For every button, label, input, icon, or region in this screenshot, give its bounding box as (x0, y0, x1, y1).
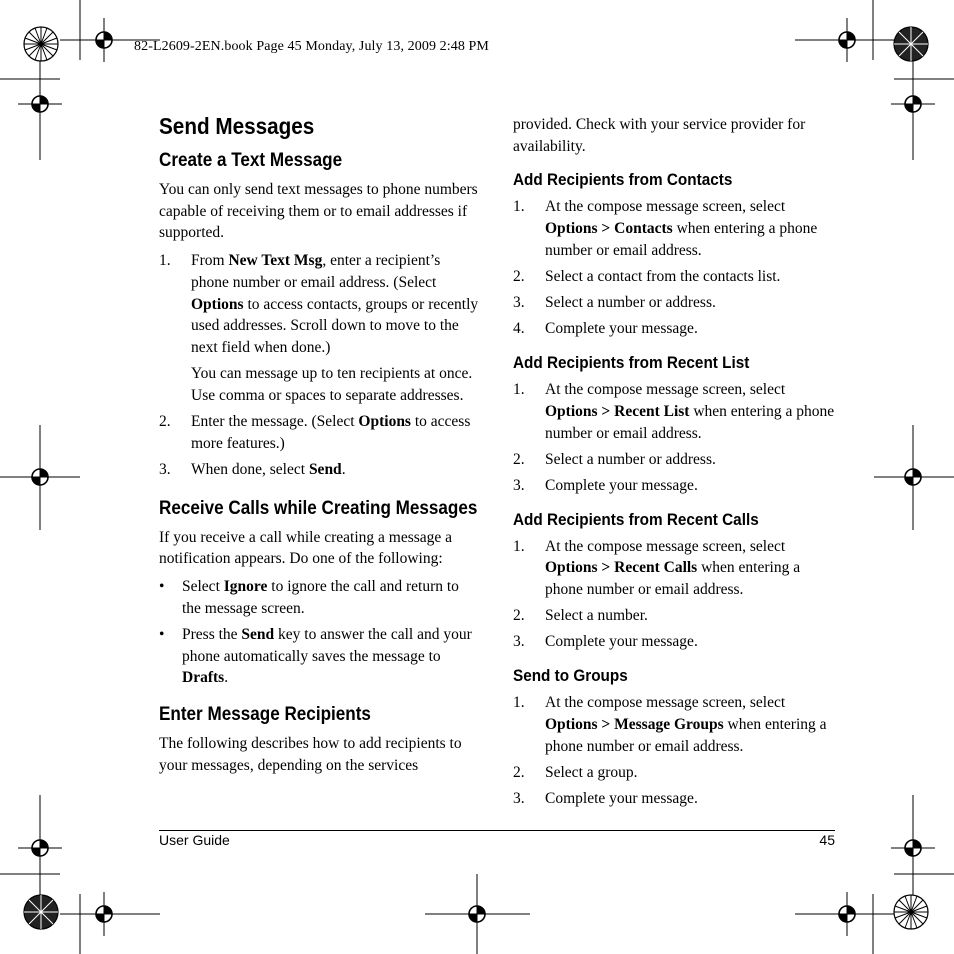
print-slug: 82-L2609-2EN.book Page 45 Monday, July 13, 2009 2:48 PM (134, 39, 489, 54)
list-item: 2. Enter the message. (Select Options to access more features.) (159, 413, 471, 452)
list-item: • Select Ignore to ignore the call and return to the message screen. (159, 578, 459, 617)
recipient-limit-note: You can message up to ten recipients at once. Use comma or spaces to separate addresses. (191, 365, 473, 404)
heading-enter-recipients: Enter Message Recipients (159, 704, 371, 726)
page-number: 45 (819, 832, 835, 848)
list-item: 2. Select a group. (513, 763, 638, 781)
list-item: 2. Select a number or address. (513, 450, 716, 468)
recent-calls-steps (513, 536, 835, 654)
footer-guide-name: User Guide (159, 832, 230, 848)
list-item: 3. Complete your message. (513, 633, 698, 651)
enter-intro: The following describes how to add recipients to your messages, depending on the services (159, 735, 462, 774)
list-item: 1. At the compose message screen, select Options > Contacts when entering a phone number or email address. (513, 198, 818, 259)
list-item: 1. At the compose message screen, select Options > Recent List when entering a phone number or email address. (513, 381, 835, 442)
list-item: 2. Select a number. (513, 607, 648, 625)
list-item: 1. At the compose message screen, select Options > Recent Calls when entering a phone number or email address. (513, 537, 801, 599)
right-column (513, 114, 835, 814)
page-title: Send Messages (159, 113, 315, 139)
list-item: 1. At the compose message screen, select Options > Message Groups when entering a phone number or email address. (513, 694, 827, 755)
list-item: • Press the Send key to answer the call and your phone automatically saves the message to Drafts. (159, 625, 472, 687)
list-item: 1. From New Text Msg, enter a recipient’s phone number or email address. (Select Options to access contacts, groups or recently used addresses. Scroll down to move to the next field when done.) (159, 252, 479, 356)
footer-rule (159, 830, 835, 831)
contacts-steps (513, 196, 835, 340)
create-steps (159, 250, 481, 481)
heading-add-from-contacts: Add Recipients from Contacts (513, 170, 733, 190)
list-item: 3. When done, select Send. (159, 460, 346, 478)
enter-intro-continued: provided. Check with your service provider for availability. (513, 116, 806, 155)
receive-intro: If you receive a call while creating a message a notification appears. Do one of the following: (159, 528, 453, 568)
heading-add-from-recent-calls: Add Recipients from Recent Calls (513, 509, 759, 529)
groups-steps (513, 692, 835, 810)
receive-options (159, 576, 481, 689)
list-item: 4. Complete your message. (513, 320, 698, 338)
recent-list-steps (513, 379, 835, 497)
left-column (159, 112, 481, 776)
list-item: 3. Complete your message. (513, 476, 698, 494)
list-item: 2. Select a contact from the contacts list. (513, 268, 781, 286)
heading-add-from-recent-list: Add Recipients from Recent List (513, 353, 750, 373)
heading-receive-calls: Receive Calls while Creating Messages (159, 497, 478, 519)
create-intro: You can only send text messages to phone numbers capable of receiving them or to email addresses if supported. (159, 181, 478, 242)
list-item: 3. Complete your message. (513, 789, 698, 807)
list-item: 3. Select a number or address. (513, 294, 716, 312)
heading-send-to-groups: Send to Groups (513, 666, 628, 686)
heading-create-text-message: Create a Text Message (159, 150, 343, 171)
